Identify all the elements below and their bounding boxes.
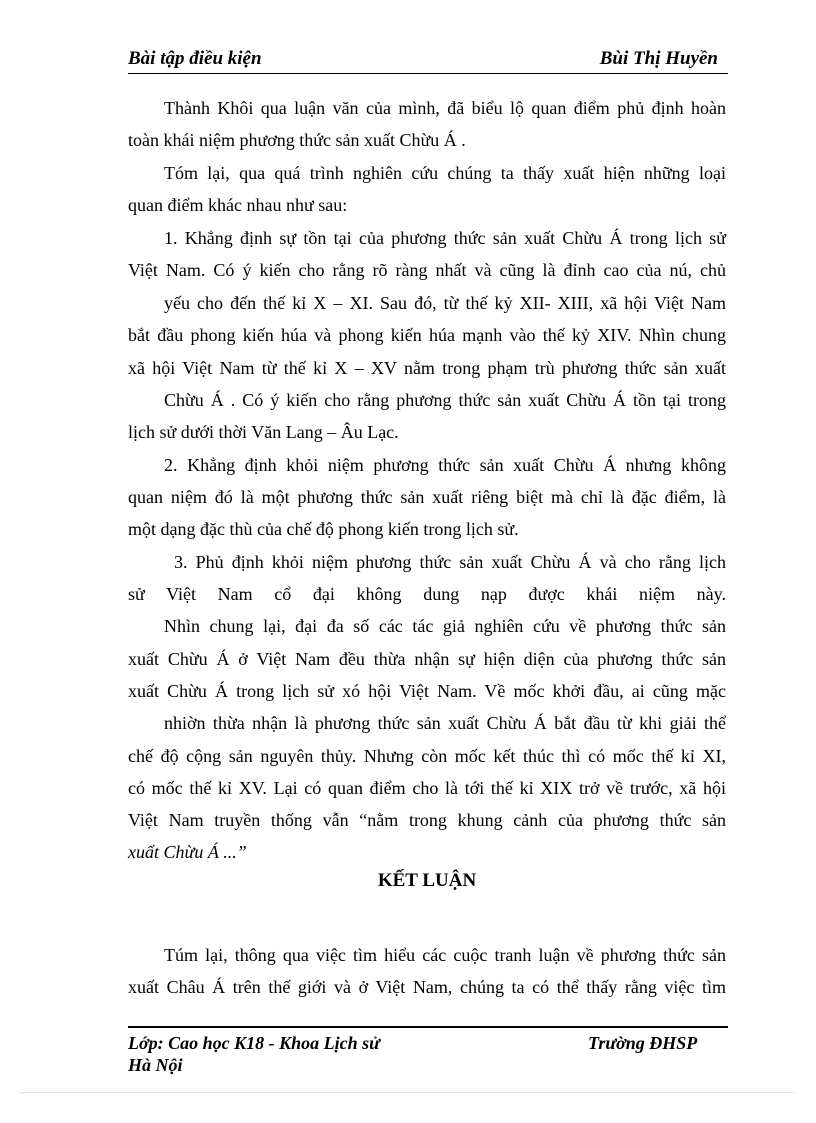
footer-divider — [128, 1026, 728, 1028]
text-line: 1. Khẳng định sự tồn tại của phương thức sản xuất Chừu Á trong lịch sử — [164, 228, 726, 248]
footer-school: Trường ĐHSP — [588, 1033, 698, 1053]
text-line: quan niệm đó là một phương thức sản xuất riêng biệt mà chỉ là đặc điểm, là — [128, 487, 726, 507]
text-line: Việt Nam truyền thống vẫn “nằm trong khung cảnh của phương thức sản — [128, 810, 726, 830]
footer-class: Lớp: Cao học K18 - Khoa Lịch sử — [128, 1033, 380, 1053]
footer-city: Hà Nội — [128, 1055, 183, 1075]
text-line: xuất Chừu Á ...” — [128, 842, 247, 862]
text-line: Tóm lại, qua quá trình nghiên cứu chúng ta thấy xuất hiện những loại — [164, 163, 726, 183]
text-line: xuất Châu Á trên thế giới và ở Việt Nam, chúng ta có thể thấy rằng việc tìm — [128, 977, 726, 997]
text-line: nhiờn thừa nhận là phương thức sản xuất Chừu Á bắt đầu từ khi giải thể — [164, 713, 726, 733]
text-line: 3. Phủ định khỏi niệm phương thức sản xuất Chừu Á và cho rằng lịch — [174, 552, 726, 572]
page-header — [128, 48, 728, 76]
text-line: Thành Khôi qua luận văn của mình, đã biểu lộ quan điểm phủ định hoàn — [164, 98, 726, 118]
text-line: có mốc thế kỉ XV. Lại có quan điểm cho là tới thế kỉ XIX trở về trước, xã hội — [128, 778, 726, 798]
text-line: Chừu Á . Có ý kiến cho rằng phương thức sản xuất Chừu Á tồn tại trong — [164, 390, 726, 410]
text-line: Nhìn chung lại, đại đa số các tác giả nghiên cứu về phương thức sản — [164, 616, 726, 636]
text-line: Túm lại, thông qua việc tìm hiểu các cuộc tranh luận về phương thức sản — [164, 945, 726, 965]
text-line: yếu cho đến thế kỉ X – XI. Sau đó, từ thế kỷ XII- XIII, xã hội Việt Nam — [164, 293, 726, 313]
text-line: sử Việt Nam cổ đại không dung nạp được khái niệm này. — [128, 584, 726, 604]
text-line: xuất Chừu Á trong lịch sử xó hội Việt Nam. Về mốc khởi đầu, ai cũng mặc — [128, 681, 726, 701]
text-line: 2. Khẳng định khỏi niệm phương thức sản xuất Chừu Á nhưng không — [164, 455, 726, 475]
header-author: Bùi Thị Huyền — [599, 48, 718, 69]
text-line: Việt Nam. Có ý kiến cho rằng rõ ràng nhất và cũng là đỉnh cao của nú, chủ — [128, 260, 726, 280]
header-divider — [128, 73, 728, 74]
text-line: bắt đầu phong kiến húa và phong kiến húa mạnh vào thế kỷ XIV. Nhìn chung — [128, 325, 726, 345]
text-line: xuất Chừu Á ở Việt Nam đều thừa nhận sự hiện diện của phương thức sản — [128, 649, 726, 669]
page-footer — [128, 1032, 728, 1076]
text-line: toàn khái niệm phương thức sản xuất Chừu Á . — [128, 130, 466, 150]
header-title: Bài tập điều kiện — [128, 48, 262, 69]
section-heading: KẾT LUẬN — [377, 870, 477, 891]
text-line: lịch sử dưới thời Văn Lang – Âu Lạc. — [128, 422, 399, 442]
page-bottom-dotted-line — [20, 1092, 796, 1093]
text-line: quan điểm khác nhau như sau: — [128, 195, 348, 215]
text-line: một dạng đặc thù của chế độ phong kiến trong lịch sử. — [128, 519, 519, 539]
text-line: xã hội Việt Nam từ thế kỉ X – XV nằm trong phạm trù phương thức sản xuất — [128, 358, 726, 378]
text-line: chế độ cộng sản nguyên thủy. Nhưng còn mốc kết thúc thì có mốc thế kỉ XI, — [128, 746, 726, 766]
